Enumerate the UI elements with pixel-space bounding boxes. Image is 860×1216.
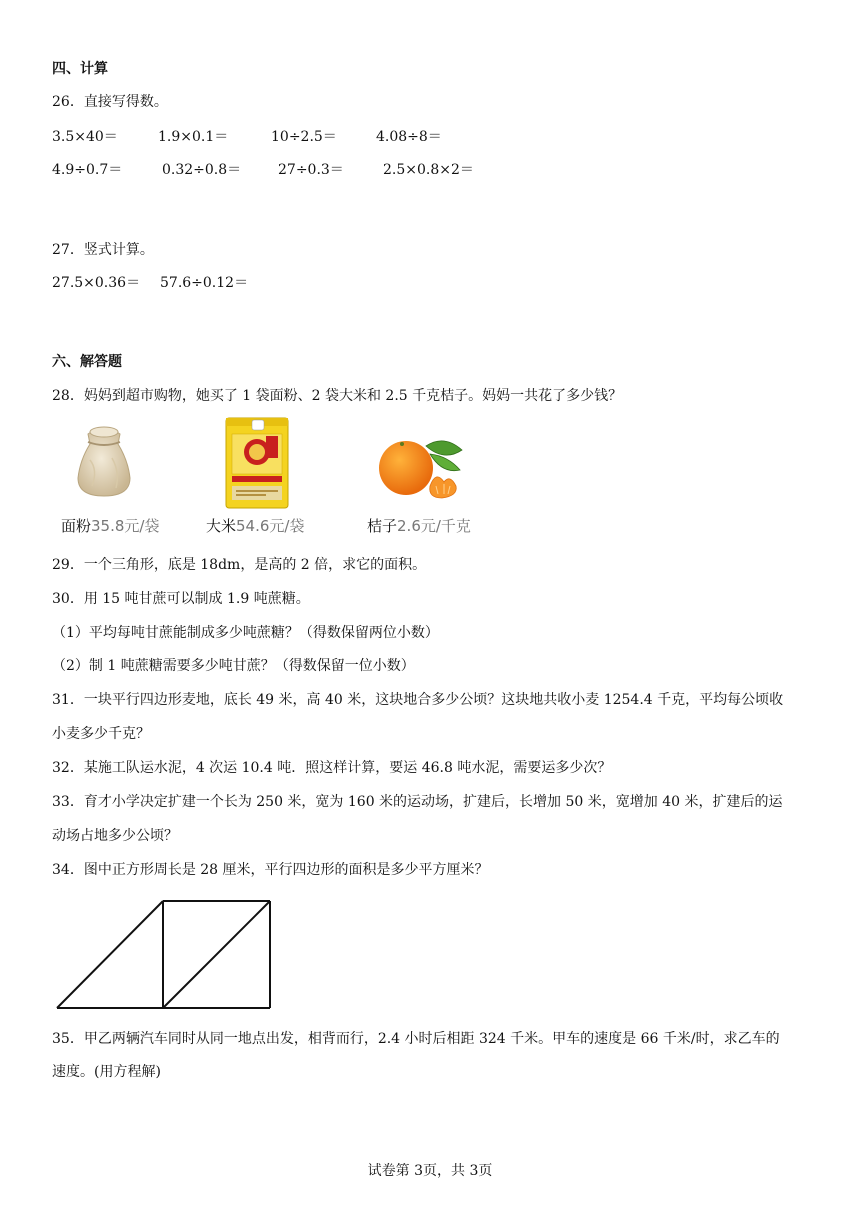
question-30-stem: 30．用 15 吨甘蔗可以制成 1.9 吨蔗糖。 (52, 591, 310, 607)
question-32: 32．某施工队运水泥，4 次运 10.4 吨．照这样计算，要运 46.8 吨水泥，需要运多少次？ (52, 760, 612, 776)
square-parallelogram-figure (50, 895, 280, 1013)
product-name: 桔子 (367, 517, 398, 535)
calc-item: 4.08÷8＝ (376, 129, 442, 145)
calc-item: 3.5×40＝ (52, 129, 118, 145)
question-30-sub-2: （2）制 1 吨蔗糖需要多少吨甘蔗？（得数保留一位小数） (52, 658, 415, 674)
question-35-line-1: 35．甲乙两辆汽车同时从同一地点出发，相背而行，2.4 小时后相距 324 千米。甲车的速度是 66 千米/时，求乙车的 (52, 1031, 780, 1047)
question-33-line-2: 动场占地多少公顷？ (52, 828, 178, 844)
calc-item: 0.32÷0.8＝ (162, 162, 242, 178)
page-footer: 试卷第 3页，共 3页 (367, 1163, 493, 1179)
orange-icon (378, 436, 468, 500)
calc-item: 10÷2.5＝ (271, 129, 337, 145)
flour-sack-icon (68, 420, 140, 500)
vertical-calc-item: 57.6÷0.12＝ (160, 275, 249, 291)
calc-item: 4.9÷0.7＝ (52, 162, 123, 178)
product-label-flour (61, 515, 159, 536)
question-30-sub-1: （1）平均每吨甘蔗能制成多少吨蔗糖？（得数保留两位小数） (52, 625, 439, 641)
product-label-rice (206, 515, 304, 536)
product-name: 大米 (206, 517, 237, 535)
vertical-calc-item: 27.5×0.36＝ (52, 275, 141, 291)
rice-bag-icon (222, 414, 292, 510)
question-31-line-1: 31．一块平行四边形麦地，底长 49 米，高 40 米，这块地合多少公顷？这块地共收小麦 1254.4 千克，平均每公顷收 (52, 692, 784, 708)
question-26-stem: 26．直接写得数。 (52, 94, 168, 110)
parallelogram-edge (163, 901, 270, 1008)
question-34: 34．图中正方形周长是 28 厘米，平行四边形的面积是多少平方厘米？ (52, 862, 489, 878)
calc-item: 27÷0.3＝ (278, 162, 344, 178)
product-label-orange (367, 515, 471, 536)
product-price: 54.6元/袋 (236, 517, 305, 535)
question-29: 29．一个三角形，底是 18dm，是高的 2 倍，求它的面积。 (52, 557, 427, 573)
question-31-line-2: 小麦多少千克？ (52, 726, 150, 742)
product-price: 2.6元/千克 (397, 517, 471, 535)
calc-item: 2.5×0.8×2＝ (383, 162, 474, 178)
question-33-line-1: 33．育才小学决定扩建一个长为 250 米，宽为 160 米的运动场，扩建后，长增加 50 米，宽增加 40 米，扩建后的运 (52, 794, 783, 810)
parallelogram-edge (57, 901, 163, 1008)
section-title-word-problems: 六、解答题 (52, 354, 122, 370)
question-35-line-2: 速度。(用方程解) (52, 1064, 161, 1080)
product-price: 35.8元/袋 (91, 517, 160, 535)
section-title-calculation: 四、计算 (52, 61, 108, 77)
question-27-stem: 27．竖式计算。 (52, 242, 154, 258)
product-name: 面粉 (61, 517, 92, 535)
question-28-stem: 28．妈妈到超市购物，她买了 1 袋面粉、2 袋大米和 2.5 千克桔子。妈妈一共花了多少钱？ (52, 388, 623, 404)
calc-item: 1.9×0.1＝ (158, 129, 229, 145)
